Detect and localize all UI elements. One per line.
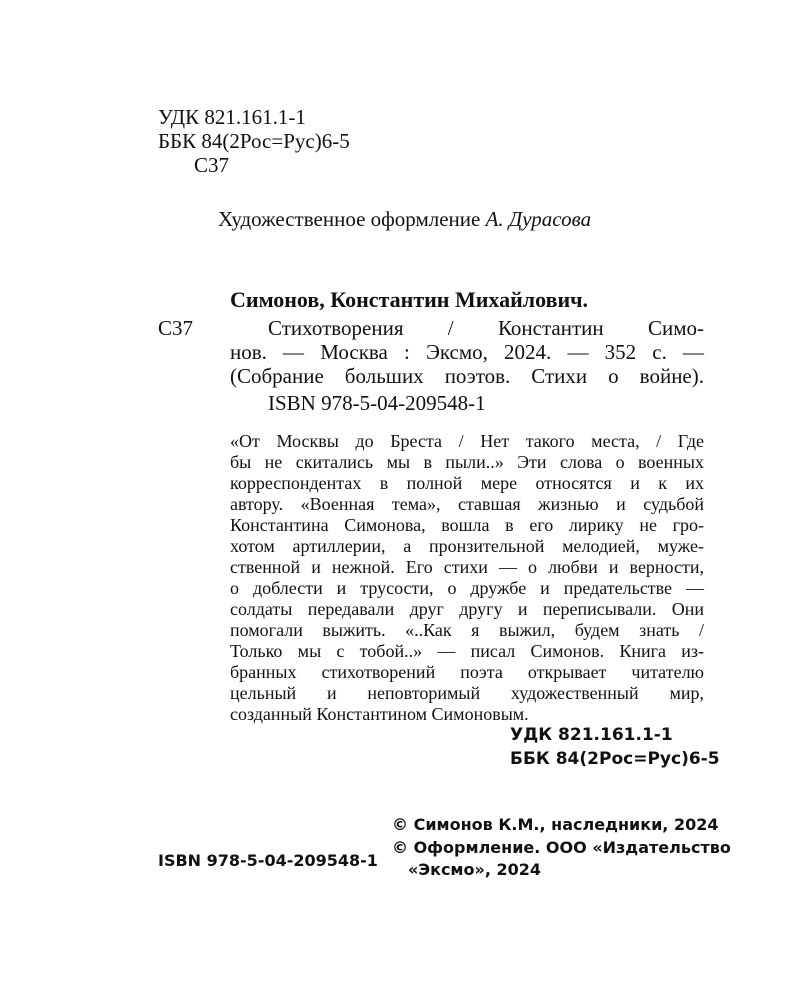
annotation-line: помогали выжить. «..Как я выжил, будем знать /: [230, 620, 704, 640]
annotation-line: «От Москвы до Бреста / Нет такого места, / Где: [230, 431, 704, 451]
copyright-publisher: «Эксмо», 2024: [408, 860, 542, 879]
designer-name: А. Дурасова: [485, 207, 592, 231]
bbk-code: ББК 84(2Рос=Рус)6-5: [158, 129, 350, 153]
design-label: Художественное оформление: [218, 207, 481, 231]
annotation-line: солдаты передавали друг другу и переписывали. Они: [230, 599, 704, 619]
annotation-line: бранных стихотворений поэта открывает читателю: [230, 662, 704, 682]
bib-line: нов. — Москва : Эксмо, 2024. — 352 с. —: [230, 340, 704, 364]
annotation-line: корреспондентах в полной мере относятся и к их: [230, 473, 704, 493]
annotation-line: автору. «Военная тема», ставшая жизнью и судьбой: [230, 494, 704, 514]
annotation-line: о доблести и трусости, о дружбе и предательстве —: [230, 578, 704, 598]
copyright-design: © Оформление. ООО «Издательство: [392, 838, 731, 857]
annotation-line: хотом артиллерии, а пронзительной мелодией, муже-: [230, 536, 704, 556]
footer-isbn: ISBN 978-5-04-209548-1: [158, 851, 378, 870]
bib-line: Стихотворения / Константин Симо-: [268, 316, 704, 340]
footer-bbk-code: ББК 84(2Рос=Рус)6-5: [510, 749, 720, 769]
copyright-author: © Симонов К.М., наследники, 2024: [392, 815, 719, 834]
annotation-line: Только мы с тобой..» — писал Симонов. Книга из-: [230, 641, 704, 661]
bib-author: Симонов, Константин Михайлович.: [230, 287, 589, 312]
annotation-line: Константина Симонова, вошла в его лирику не гро-: [230, 515, 704, 535]
author-mark: С37: [194, 153, 230, 177]
annotation-line: созданный Константином Симоновым.: [230, 704, 529, 724]
annotation-line: цельный и неповторимый художественный мир,: [230, 683, 704, 703]
bib-author-mark: С37: [158, 316, 194, 340]
design-credit: [218, 207, 591, 231]
udk-code: УДК 821.161.1-1: [158, 105, 306, 129]
annotation-line: бы не скитались мы в пыли..» Эти слова о военных: [230, 452, 704, 472]
bib-line: (Собрание больших поэтов. Стихи о войне).: [230, 364, 704, 388]
bib-isbn: ISBN 978-5-04-209548-1: [268, 391, 486, 415]
annotation-line: ственной и нежной. Его стихи — о любви и верности,: [230, 557, 704, 577]
footer-udk-code: УДК 821.161.1-1: [510, 725, 673, 745]
